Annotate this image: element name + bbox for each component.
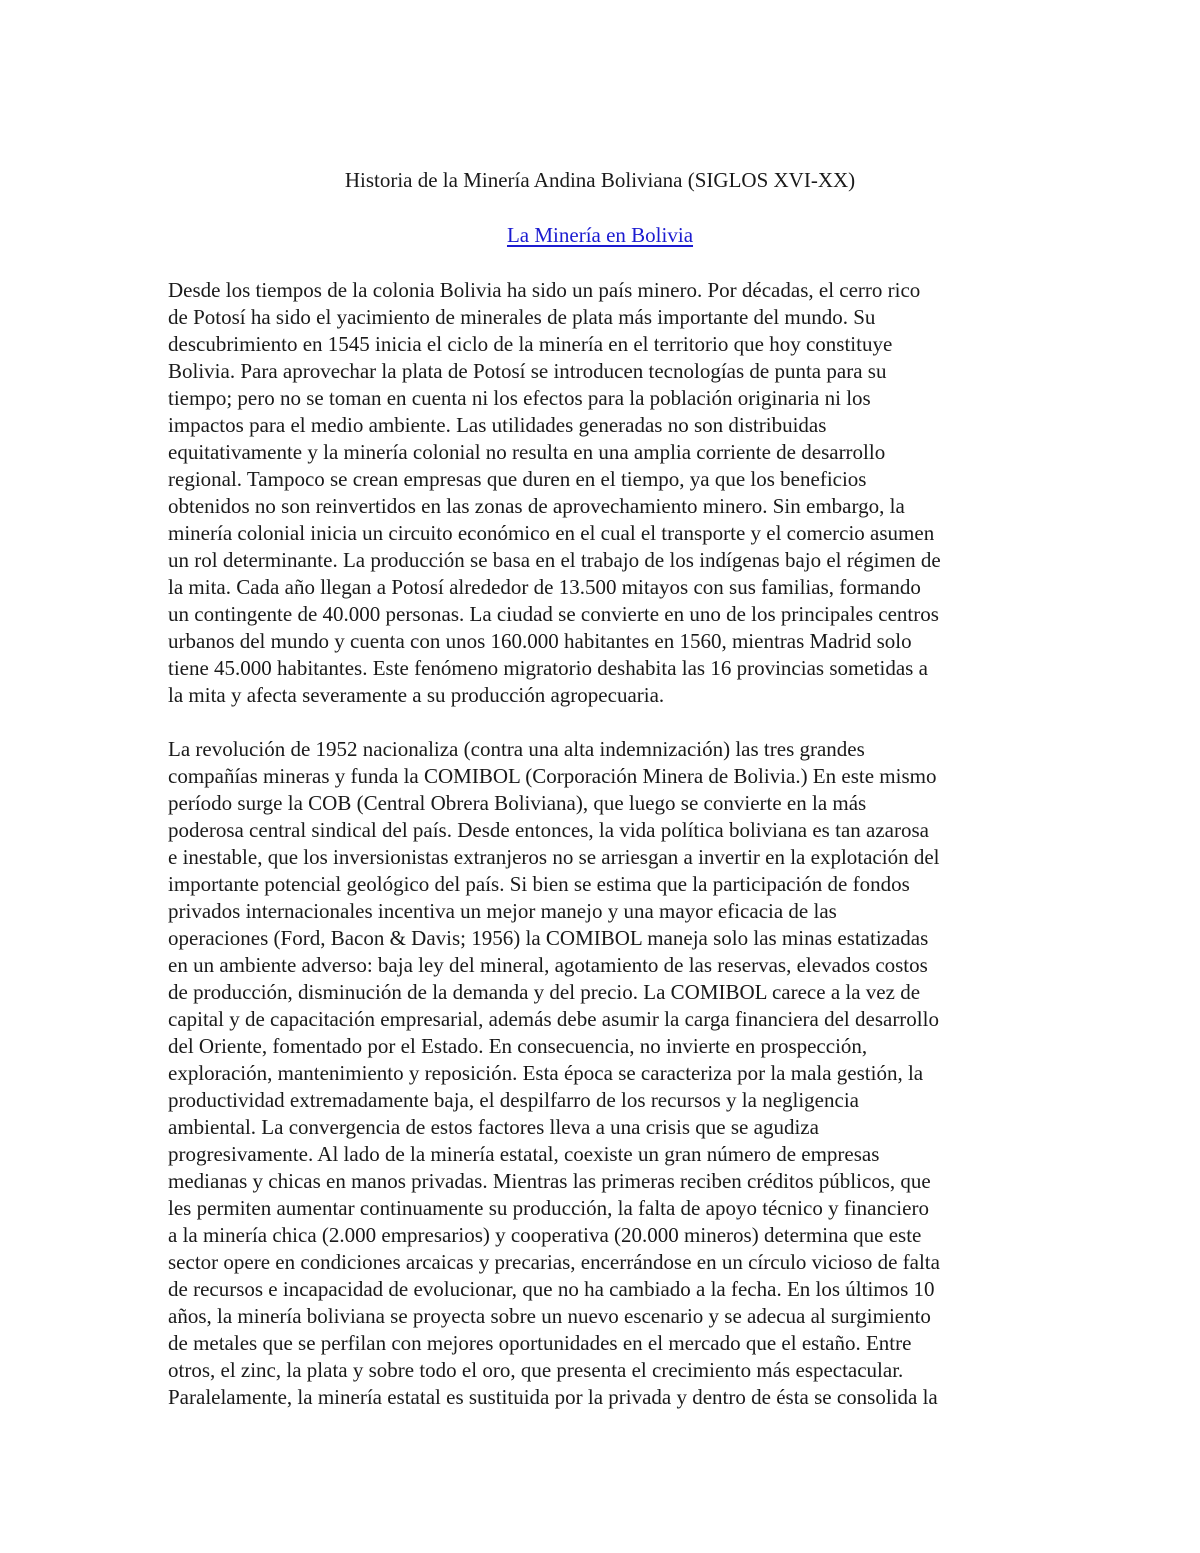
text-line: equitativamente y la minería colonial no resulta en una amplia corriente de desarrollo xyxy=(168,440,886,464)
text-line: La revolución de 1952 nacionaliza (contra una alta indemnización) las tres grandes xyxy=(168,737,865,761)
text-line: la mita y afecta severamente a su producción agropecuaria. xyxy=(168,683,665,707)
section-link-mineria-en-bolivia[interactable]: La Minería en Bolivia xyxy=(506,223,694,247)
text-line: Desde los tiempos de la colonia Bolivia ha sido un país minero. Por décadas, el cerro rico xyxy=(168,278,921,302)
text-line: otros, el zinc, la plata y sobre todo el oro, que presenta el crecimiento más espectacular. xyxy=(168,1358,904,1382)
text-line: de producción, disminución de la demanda y del precio. La COMIBOL carece a la vez de xyxy=(168,980,921,1004)
text-line: de Potosí ha sido el yacimiento de minerales de plata más importante del mundo. Su xyxy=(168,305,876,329)
paragraph-colonial-mining xyxy=(168,277,1040,709)
text-line: medianas y chicas en manos privadas. Mientras las primeras reciben créditos públicos, que xyxy=(168,1169,931,1193)
text-line: años, la minería boliviana se proyecta sobre un nuevo escenario y se adecua al surgimiento xyxy=(168,1304,931,1328)
paragraph-revolution-1952 xyxy=(168,736,1040,1411)
text-line: impactos para el medio ambiente. Las utilidades generadas no son distribuidas xyxy=(168,413,827,437)
text-line: capital y de capacitación empresarial, además debe asumir la carga financiera del desarrollo xyxy=(168,1007,939,1031)
text-line: operaciones (Ford, Bacon & Davis; 1956) la COMIBOL maneja solo las minas estatizadas xyxy=(168,926,929,950)
text-line: tiempo; pero no se toman en cuenta ni los efectos para la población originaria ni los xyxy=(168,386,871,410)
text-line: sector opere en condiciones arcaicas y precarias, encerrándose en un círculo vicioso de falta xyxy=(168,1250,940,1274)
text-line: ambiental. La convergencia de estos factores lleva a una crisis que se agudiza xyxy=(168,1115,819,1139)
text-line: privados internacionales incentiva un mejor manejo y una mayor eficacia de las xyxy=(168,899,837,923)
text-line: Bolivia. Para aprovechar la plata de Potosí se introducen tecnologías de punta para su xyxy=(168,359,887,383)
document-title: Historia de la Minería Andina Boliviana (SIGLOS XVI-XX) xyxy=(344,168,856,192)
text-line: importante potencial geológico del país. Si bien se estima que la participación de fondos xyxy=(168,872,910,896)
text-line: productividad extremadamente baja, el despilfarro de los recursos y la negligencia xyxy=(168,1088,859,1112)
text-line: exploración, mantenimiento y reposición. Esta época se caracteriza por la mala gestión, la xyxy=(168,1061,924,1085)
text-line: a la minería chica (2.000 empresarios) y cooperativa (20.000 mineros) determina que este xyxy=(168,1223,922,1247)
text-line: les permiten aumentar continuamente su producción, la falta de apoyo técnico y financiero xyxy=(168,1196,929,1220)
section-link-wrapper xyxy=(0,222,1200,249)
text-line: de recursos e incapacidad de evolucionar, que no ha cambiado a la fecha. En los últimos 10 xyxy=(168,1277,935,1301)
text-line: poderosa central sindical del país. Desde entonces, la vida política boliviana es tan azarosa xyxy=(168,818,929,842)
text-line: urbanos del mundo y cuenta con unos 160.000 habitantes en 1560, mientras Madrid solo xyxy=(168,629,912,653)
text-line: de metales que se perfilan con mejores oportunidades en el mercado que el estaño. Entre xyxy=(168,1331,912,1355)
text-line: obtenidos no son reinvertidos en las zonas de aprovechamiento minero. Sin embargo, la xyxy=(168,494,905,518)
text-line: período surge la COB (Central Obrera Boliviana), que luego se convierte en la más xyxy=(168,791,867,815)
text-line: del Oriente, fomentado por el Estado. En consecuencia, no invierte en prospección, xyxy=(168,1034,868,1058)
text-line: e inestable, que los inversionistas extranjeros no se arriesgan a invertir en la explotación del xyxy=(168,845,940,869)
text-line: un rol determinante. La producción se basa en el trabajo de los indígenas bajo el régimen de xyxy=(168,548,941,572)
text-line: tiene 45.000 habitantes. Este fenómeno migratorio deshabita las 16 provincias sometidas a xyxy=(168,656,928,680)
text-line: un contingente de 40.000 personas. La ciudad se convierte en uno de los principales centros xyxy=(168,602,939,626)
text-line: regional. Tampoco se crean empresas que duren en el tiempo, ya que los beneficios xyxy=(168,467,867,491)
text-line: minería colonial inicia un circuito económico en el cual el transporte y el comercio asumen xyxy=(168,521,935,545)
text-line: la mita. Cada año llegan a Potosí alrededor de 13.500 mitayos con sus familias, formando xyxy=(168,575,921,599)
text-line: descubrimiento en 1545 inicia el ciclo de la minería en el territorio que hoy constituye xyxy=(168,332,893,356)
text-line: progresivamente. Al lado de la minería estatal, coexiste un gran número de empresas xyxy=(168,1142,880,1166)
text-line: Paralelamente, la minería estatal es sustituida por la privada y dentro de ésta se consolida la xyxy=(168,1385,938,1409)
text-line: en un ambiente adverso: baja ley del mineral, agotamiento de las reservas, elevados costos xyxy=(168,953,928,977)
text-line: compañías mineras y funda la COMIBOL (Corporación Minera de Bolivia.) En este mismo xyxy=(168,764,937,788)
